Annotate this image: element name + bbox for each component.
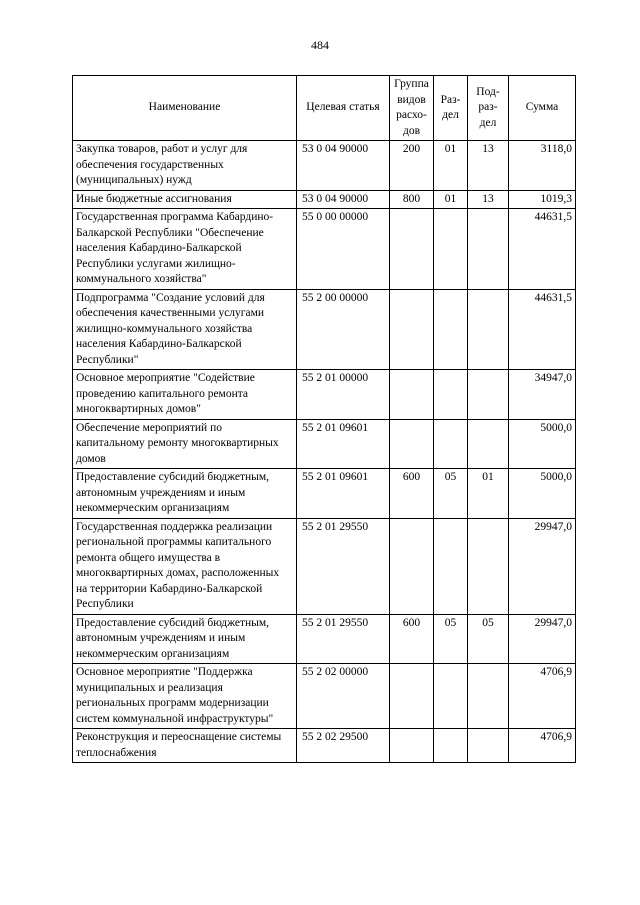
cell-group: 800 [390, 190, 434, 209]
cell-sum: 4706,9 [509, 664, 576, 729]
cell-section [434, 664, 468, 729]
cell-name: Государственная программа Кабардино-Балкарской Республики "Обеспечение населения Кабардино-Балкарской Республики услугами жилищно-коммунального хозяйства" [73, 209, 297, 290]
cell-sum: 5000,0 [509, 419, 576, 469]
cell-subsection [468, 729, 509, 763]
cell-code: 55 2 02 29500 [297, 729, 390, 763]
page-number: 484 [311, 38, 329, 52]
table-row [73, 614, 576, 664]
table-row [73, 190, 576, 209]
cell-code: 55 0 00 00000 [297, 209, 390, 290]
cell-group [390, 664, 434, 729]
cell-section [434, 370, 468, 420]
cell-group [390, 518, 434, 614]
cell-subsection [468, 289, 509, 370]
cell-section [434, 518, 468, 614]
table-body [73, 141, 576, 763]
table-row [73, 141, 576, 191]
cell-section: 05 [434, 469, 468, 519]
header-subsection: Под-раз-дел [468, 76, 509, 141]
cell-group: 600 [390, 614, 434, 664]
cell-group: 600 [390, 469, 434, 519]
header-name: Наименование [73, 76, 297, 141]
table-row [73, 469, 576, 519]
cell-name: Реконструкция и переоснащение системы теплоснабжения [73, 729, 297, 763]
cell-sum: 44631,5 [509, 289, 576, 370]
header-section: Раз-дел [434, 76, 468, 141]
table-row [73, 289, 576, 370]
budget-table [72, 75, 576, 763]
cell-code: 53 0 04 90000 [297, 141, 390, 191]
cell-subsection: 13 [468, 190, 509, 209]
cell-subsection [468, 209, 509, 290]
table-row [73, 419, 576, 469]
cell-sum: 1019,3 [509, 190, 576, 209]
cell-section: 01 [434, 141, 468, 191]
cell-code: 55 2 02 00000 [297, 664, 390, 729]
cell-code: 53 0 04 90000 [297, 190, 390, 209]
cell-group [390, 729, 434, 763]
cell-subsection [468, 664, 509, 729]
cell-name: Государственная поддержка реализации региональной программы капитального ремонта общего имущества в многоквартирных домах, расположенных на территории Кабардино-Балкарской Республики [73, 518, 297, 614]
cell-subsection [468, 518, 509, 614]
table-row [73, 370, 576, 420]
cell-group [390, 419, 434, 469]
cell-section [434, 729, 468, 763]
table-row [73, 518, 576, 614]
cell-sum: 34947,0 [509, 370, 576, 420]
header-row [73, 76, 576, 141]
table-row [73, 729, 576, 763]
cell-section: 01 [434, 190, 468, 209]
cell-name: Обеспечение мероприятий по капитальному ремонту многоквартирных домов [73, 419, 297, 469]
cell-group: 200 [390, 141, 434, 191]
cell-sum: 44631,5 [509, 209, 576, 290]
cell-name: Подпрограмма "Создание условий для обеспечения качественными услугами жилищно-коммунального хозяйства населения Кабардино-Балкарской Республики" [73, 289, 297, 370]
cell-name: Предоставление субсидий бюджетным, автономным учреждениям и иным некоммерческим организациям [73, 469, 297, 519]
cell-subsection [468, 419, 509, 469]
cell-code: 55 2 01 09601 [297, 469, 390, 519]
cell-subsection: 05 [468, 614, 509, 664]
cell-code: 55 2 01 09601 [297, 419, 390, 469]
cell-sum: 5000,0 [509, 469, 576, 519]
cell-name: Закупка товаров, работ и услуг для обеспечения государственных (муниципальных) нужд [73, 141, 297, 191]
cell-code: 55 2 01 29550 [297, 614, 390, 664]
cell-subsection [468, 370, 509, 420]
cell-code: 55 2 01 29550 [297, 518, 390, 614]
cell-section: 05 [434, 614, 468, 664]
cell-section [434, 289, 468, 370]
header-group: Группа видов расхо-дов [390, 76, 434, 141]
cell-sum: 29947,0 [509, 614, 576, 664]
cell-section [434, 419, 468, 469]
cell-subsection: 01 [468, 469, 509, 519]
table-row [73, 209, 576, 290]
cell-group [390, 209, 434, 290]
cell-group [390, 289, 434, 370]
table-row [73, 664, 576, 729]
cell-name: Основное мероприятие "Поддержка муниципальных и реализация региональных программ модернизации систем коммунальной инфраструктуры" [73, 664, 297, 729]
cell-name: Иные бюджетные ассигнования [73, 190, 297, 209]
cell-sum: 4706,9 [509, 729, 576, 763]
cell-subsection: 13 [468, 141, 509, 191]
cell-name: Основное мероприятие "Содействие проведению капитального ремонта многоквартирных домов" [73, 370, 297, 420]
cell-code: 55 2 01 00000 [297, 370, 390, 420]
header-code: Целевая статья [297, 76, 390, 141]
cell-name: Предоставление субсидий бюджетным, автономным учреждениям и иным некоммерческим организациям [73, 614, 297, 664]
cell-section [434, 209, 468, 290]
cell-code: 55 2 00 00000 [297, 289, 390, 370]
cell-group [390, 370, 434, 420]
cell-sum: 3118,0 [509, 141, 576, 191]
cell-sum: 29947,0 [509, 518, 576, 614]
header-sum: Сумма [509, 76, 576, 141]
